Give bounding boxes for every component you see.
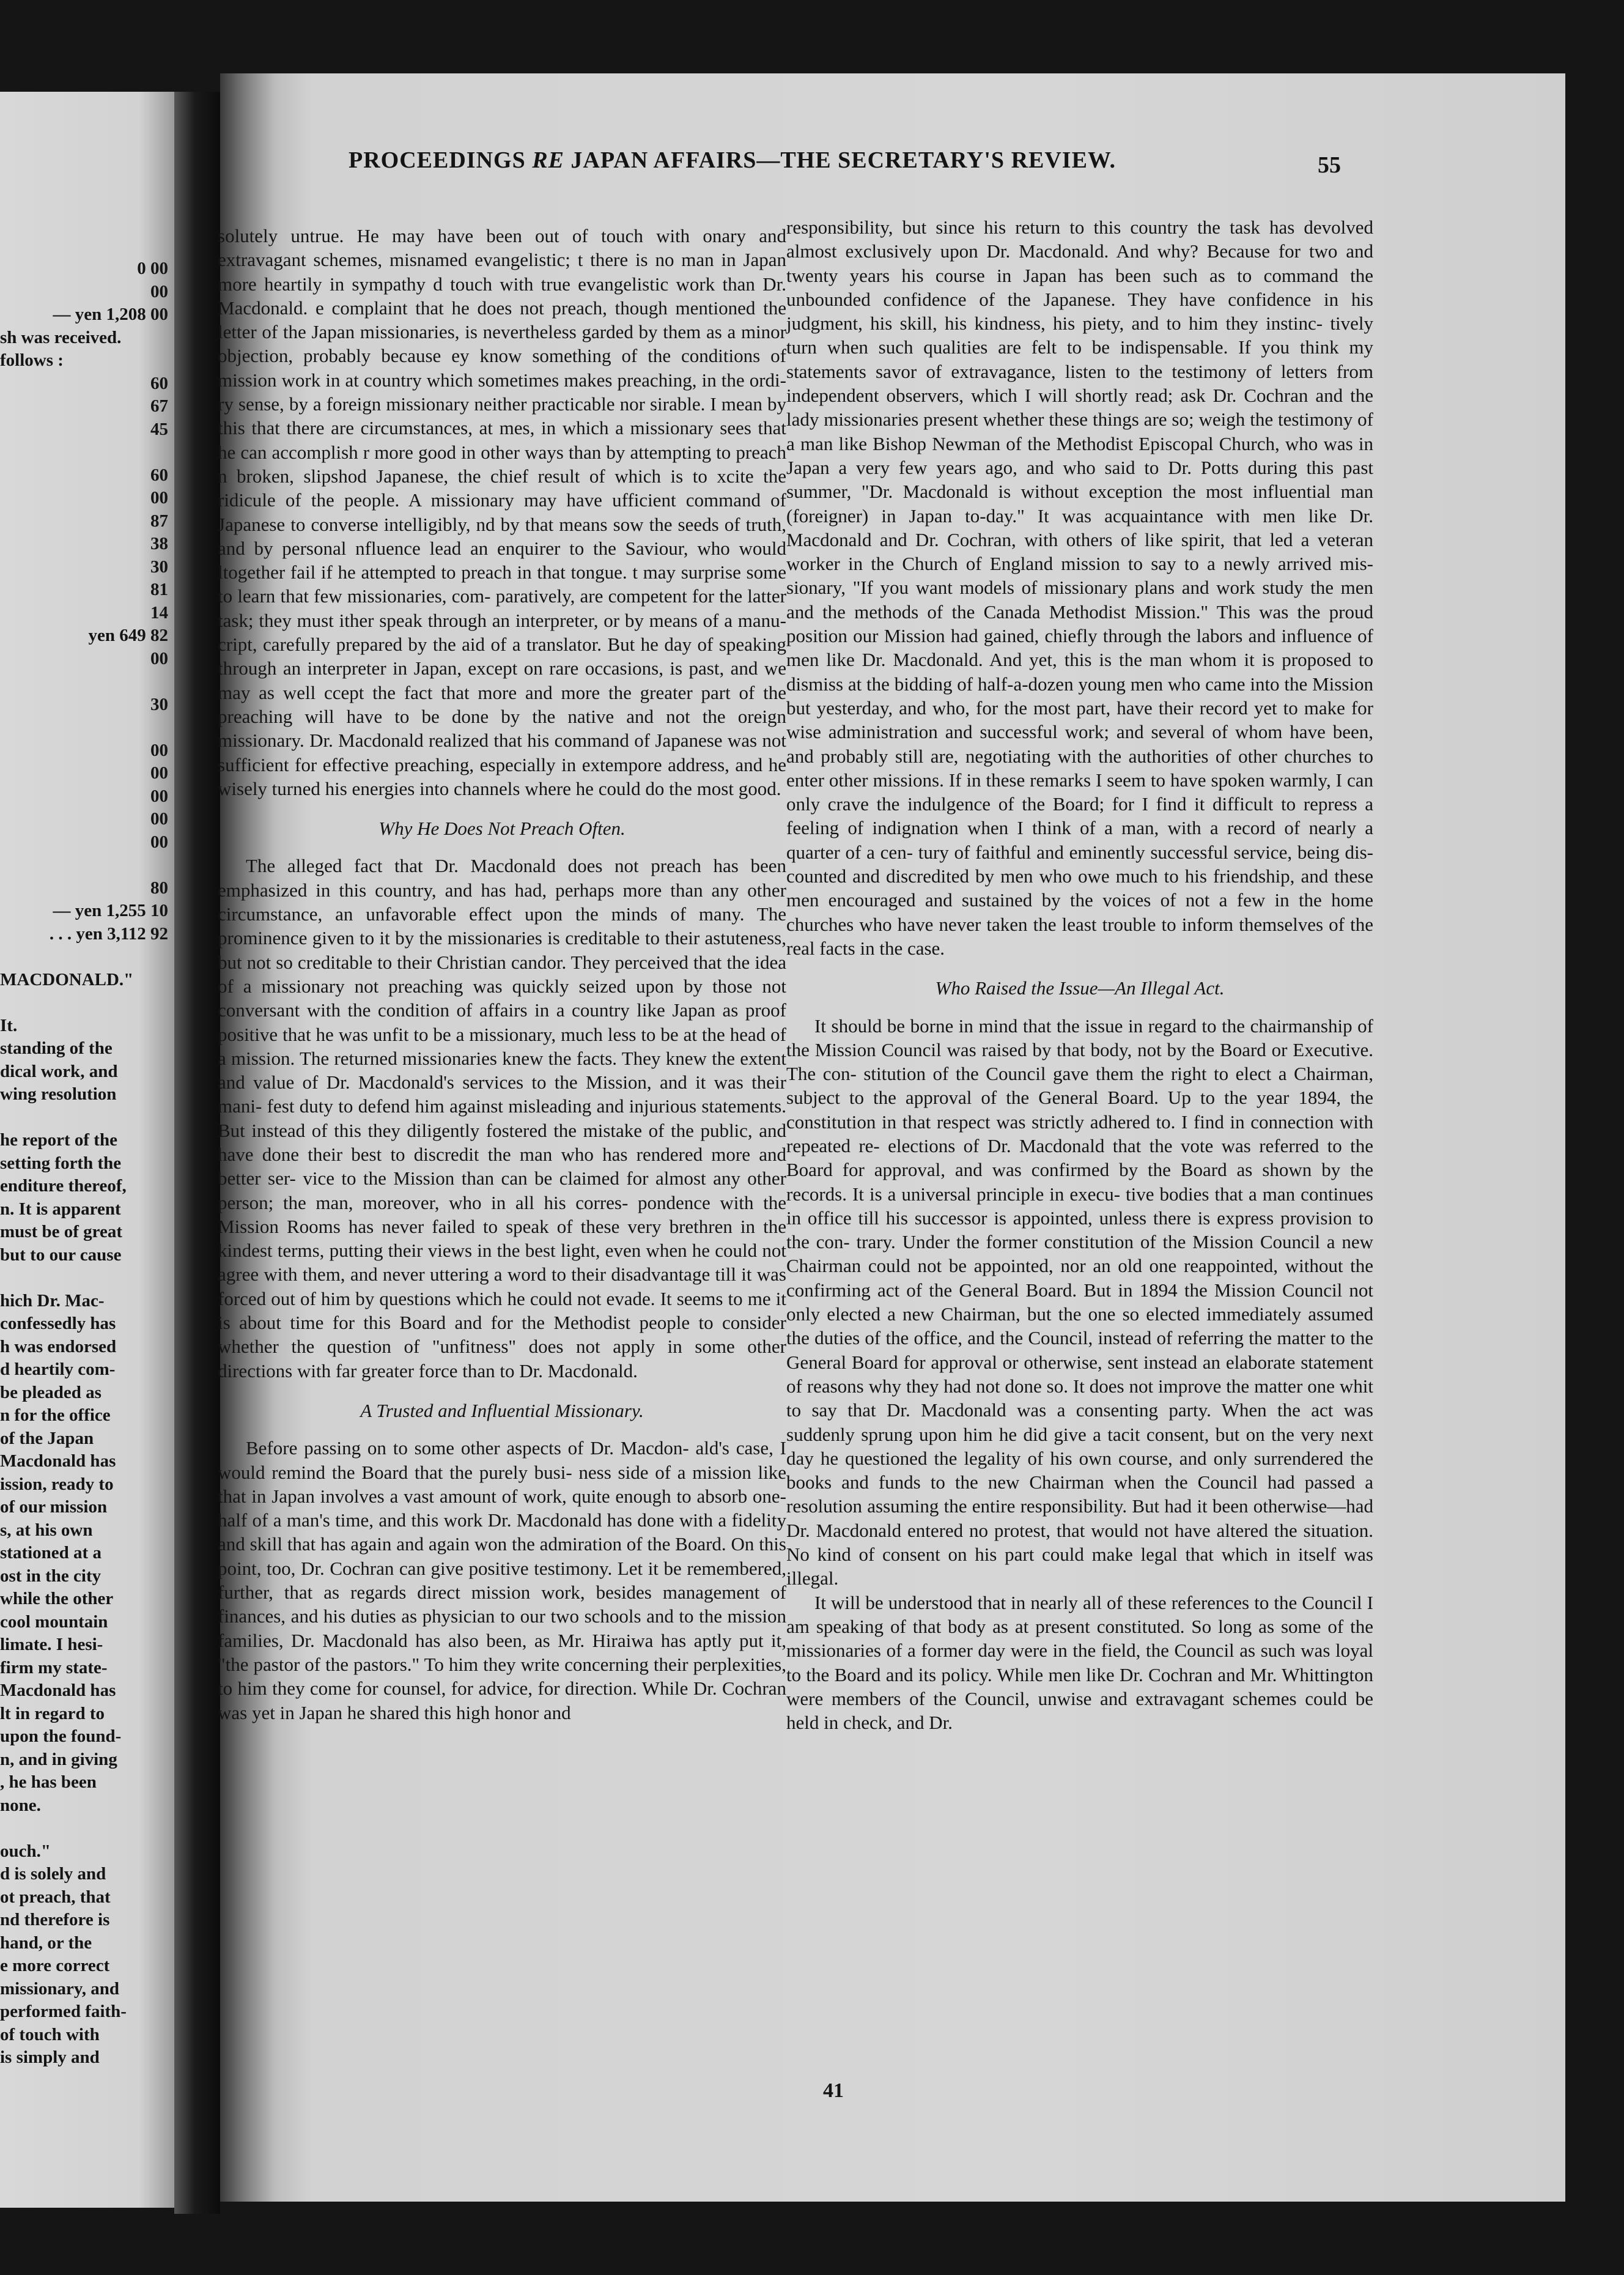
- right-column: [786, 215, 1373, 1734]
- facing-page-line: follows :: [0, 350, 64, 370]
- facing-page-line: 67: [150, 396, 168, 416]
- facing-page-line: standing of the: [0, 1038, 113, 1058]
- facing-page-line: ot preach, that: [0, 1887, 111, 1907]
- facing-page-line: n. It is apparent: [0, 1199, 121, 1219]
- facing-page-line: limate. I hesi-: [0, 1635, 103, 1654]
- section-heading: Who Raised the Issue—An Illegal Act.: [935, 977, 1225, 999]
- paragraph: solutely untrue. He may have been out of touch with onary and extravagant schemes, misnamed evangelistic; t there is no man in Japan more heartily in sympathy d touch with true evangelistic work than Dr. Macdonald. e complaint that he does not preach, though mentioned the letter of the Japan missionaries, is nevertheless garded by them as a minor objection, probably because ey know something of the conditions of mission work in at country which sometimes makes preaching, in the ordi- ry sense, by a foreign missionary neither practicable nor sirable. I mean by this that there are circumstances, at mes, in which a missionary sees that he can accomplish r more good in other ways than by attempting to preach n broken, slipshod Japanese, the chief result of which is to xcite the ridicule of the people. A missionary may have ufficient command of Japanese to converse intelligibly, nd by that means sow the seeds of truth, and by personal nfluence lead an enquirer to the Saviour, who would ltogether fail if he attempted to preach in that tongue. t may surprise some to learn that few missionaries, com- paratively, are competent for the latter task; they must ither speak through an interpreter, or by means of a manu- cript, carefully prepared by the aid of a translator. But he day of speaking through an interpreter in Japan, except on rare occasions, is past, and we may as well ccept the fact that more and more the greater part of the preaching will have to be done by the native and not the oreign missionary. Dr. Macdonald realized that his command of Japanese was not sufficient for effective preaching, especially in extempore address, and he wisely turned his energies into channels where he could do the most good.: [218, 225, 786, 799]
- paragraph: Before passing on to some other aspects of Dr. Macdon- ald's case, I would remind the Board that the purely busi- ness side of a mission like that in Japan involves a vast amount of work, quite enough to absorb one-half of a man's time, and this work Dr. Macdonald has done with a fidelity and skill that has again and again won the admiration of the Board. On this point, too, Dr. Cochran can give positive testimony. Let it be remembered, further, that as regards direct mission work, besides management of finances, and his duties as physician to our two schools and to the mission families, Dr. Macdonald has also been, as Mr. Hiraiwa has aptly put it, "the pastor of the pastors." To him they write concerning their perplexities, to him they come for counsel, for advice, for direction. While Dr. Cochran was yet in Japan he shared this high honor and: [218, 1437, 786, 1723]
- facing-page-line: 14: [150, 602, 168, 623]
- facing-page-line: sh was received.: [0, 327, 122, 347]
- facing-page-line: lt in regard to: [0, 1703, 105, 1723]
- footer-page-number: 41: [823, 2079, 844, 2102]
- facing-page-line: ission, ready to: [0, 1474, 114, 1494]
- facing-page-line: of the Japan: [0, 1428, 94, 1448]
- facing-page-line: 00: [150, 281, 168, 301]
- facing-page-line: is simply and: [0, 2048, 100, 2067]
- facing-page-line: 00: [150, 488, 168, 508]
- facing-page-line: 00: [150, 740, 168, 760]
- header-title-part1: PROCEEDINGS: [349, 147, 526, 173]
- facing-page-line: while the other: [0, 1589, 114, 1608]
- facing-page-line: MACDONALD.": [0, 969, 134, 990]
- facing-page-line: d is solely and: [0, 1864, 106, 1884]
- header-title-part2: JAPAN AFFAIRS—THE SECRETARY'S REVIEW.: [570, 147, 1116, 173]
- facing-page-line: , he has been: [0, 1772, 97, 1792]
- facing-page-line: ost in the city: [0, 1566, 102, 1586]
- facing-page-line: h was endorsed: [0, 1336, 117, 1356]
- paragraph: It will be understood that in nearly all of these references to the Council I am speaking of that body as at present constituted. So long as some of the missionaries of a former day were in the field, the Council as such was loyal to the Board and its policy. While men like Dr. Cochran and Mr. Whittington were members of the Council, unwise and extravagant schemes could be held in check, and Dr.: [786, 1591, 1373, 1734]
- facing-page-line: Macdonald has: [0, 1451, 116, 1471]
- facing-page-line: 00: [150, 809, 168, 829]
- paragraph: It should be borne in mind that the issue in regard to the chairmanship of the Mission Council was raised by that body, not by the Board or Executive. The con- stitution of the Council gave them the right to elect a Chairman, subject to the approval of the General Board. Up to the year 1894, the constitution in that respect was strictly adhered to. I find in connection with repeated re- elections of Dr. Macdonald that the vote was referred to the Board for approval, and was confirmed by the Board as shown by the records. It is a universal principle in execu- tive bodies that a man continues in office till his successor is appointed, unless there is express provision to the con- trary. Under the former constitution of the Mission Council a new Chairman could not be appointed, nor an old one reappointed, without the confirming act of the General Board. But in 1894 the Mission Council not only elected a new Chairman, but the one so elected immediately assumed the duties of the office, and the Council, instead of referring the matter to the General Board for approval or otherwise, sent instead an elaborate statement of reasons why they had not done so. It does not improve the matter one whit to say that Dr. Macdonald was a consenting party. When the act was suddenly sprung upon him he did give a tacit consent, but on the very next day he questioned the legality of his own course, and only surrendered the books and funds to the new Chairman when the Council had passed a resolution assuming the entire responsibility. But had it been otherwise—had Dr. Macdonald entered no protest, that would not have altered the situation. No kind of consent on his part could make legal that which in itself was illegal.: [786, 1015, 1373, 1589]
- facing-page-line: 30: [150, 694, 168, 714]
- facing-page-line: yen 649 82: [88, 626, 168, 645]
- facing-page-fragment: [0, 92, 174, 2208]
- facing-page-line: setting forth the: [0, 1153, 122, 1173]
- facing-page-line: 00: [150, 786, 168, 806]
- facing-page-line: cool mountain: [0, 1611, 108, 1632]
- facing-page-line: missionary, and: [0, 1978, 119, 1999]
- facing-page-line: 38: [150, 534, 168, 553]
- facing-page-line: of touch with: [0, 2024, 100, 2044]
- facing-page-line: 30: [150, 557, 168, 577]
- book-gutter: [174, 92, 220, 2214]
- paragraph: The alleged fact that Dr. Macdonald does not preach has been emphasized in this country, and has had, perhaps more than any other circumstance, an unfavorable effect upon the minds of many. The prominence given to it by the missionaries is creditable to their astuteness, but not so creditable to their Christian candor. They perceived that the idea of a missionary not preaching was quickly seized upon by those not conversant with the condition of affairs in a country like Japan as proof positive that he was unfit to be a missionary, much less to be at the head of a mission. The returned missionaries knew the facts. They knew the extent and value of Dr. Macdonald's services to the Mission, and it was their mani- fest duty to defend him against misleading and injurious statements. But instead of this they diligently fostered the mistake of the public, and have done their best to discredit the man who has rendered more and better ser- vice to the Mission than can be claimed for almost any other person; the man, moreover, who in all his corres- pondence with the Mission Rooms has never failed to speak of these very brethren in the kindest terms, putting their views in the best light, even when he could not agree with them, and never uttering a word to their disadvantage till it was forced out of him by questions which he could not evade. It seems to me it is about time for this Board and for the Methodist people to consider whether the question of "unfitness" does not apply in some other directions with far greater force than to Dr. Macdonald.: [218, 855, 786, 1382]
- facing-page-line: — yen 1,208 00: [53, 305, 168, 324]
- facing-page-line: nd therefore is: [0, 1910, 110, 1929]
- facing-page-line: but to our cause: [0, 1245, 122, 1265]
- facing-page-line: 81: [150, 580, 168, 599]
- facing-page-line: he report of the: [0, 1130, 117, 1150]
- facing-page-line: wing resolution: [0, 1084, 117, 1104]
- facing-page-line: e more correct: [0, 1956, 110, 1975]
- facing-page-line: none.: [0, 1795, 41, 1815]
- running-header: [349, 147, 1205, 174]
- facing-page-line: be pleaded as: [0, 1382, 102, 1402]
- facing-page-line: n for the office: [0, 1405, 111, 1425]
- paragraph: responsibility, but since his return to this country the task has devolved almost exclusively upon Dr. Macdonald. And why? Because for two and twenty years his course in Japan has been such as to command the unbounded confidence of the Japanese. They have confidence in his judgment, his skill, his kindness, his piety, and to him they instinc- tively turn when such qualities are felt to be indispensable. If you think my statements savor of extravagance, listen to the testimony of letters from independent observers, which I will shortly read; ask Dr. Cochran and the lady missionaries present whether these things are so; weigh the testimony of a man like Bishop Newman of the Methodist Episcopal Church, who was in Japan a very few years ago, and who said to Dr. Potts during this past summer, "Dr. Macdonald is without exception the most influential man (foreigner) in Japan to-day." It was acquaintance with men like Dr. Macdonald and Dr. Cochran, with others of like spirit, that led a veteran worker in the Church of England mission to say to a newly arrived mis- sionary, "If you want models of missionary plans and work study the men and the methods of the Canada Methodist Mission." This was the proud position our Mission had gained, chiefly through the labors and influence of men like Dr. Macdonald. And yet, this is the man whom it is proposed to dismiss at the bidding of half-a-dozen young men who came into the Mission but yesterday, and who, for the most part, have their record yet to make for wise administration and successful work; and several of whom have been, and probably still are, negotiating with the authorities of other churches to enter other missions. If in these remarks I seem to have spoken warmly, I can only crave the indulgence of the Board; for I find it difficult to repress a feeling of indignation when I think of a man, with a record of nearly a quarter of a cen- tury of faithful and eminently successful service, being dis- counted and discredited by men who owe much to his friendship, and these men encouraged and sustained by the voices of not a few in the home churches who have never taken the least trouble to inform themselves of the real facts in the case.: [786, 216, 1373, 959]
- page-number: 55: [1318, 152, 1341, 178]
- facing-page-line: performed faith-: [0, 2002, 127, 2021]
- facing-page-line: firm my state-: [0, 1657, 108, 1678]
- facing-page-line: confessedly has: [0, 1314, 116, 1333]
- facing-page-line: d heartily com-: [0, 1359, 116, 1379]
- section-heading: A Trusted and Influential Missionary.: [360, 1399, 644, 1421]
- facing-page-line: 00: [150, 648, 168, 668]
- facing-page-line: 60: [150, 373, 168, 393]
- facing-page-line: n, and in giving: [0, 1749, 117, 1769]
- facing-page-line: hand, or the: [0, 1933, 92, 1953]
- facing-page-line: enditure thereof,: [0, 1176, 127, 1196]
- facing-page-line: upon the found-: [0, 1726, 122, 1746]
- facing-page-line: 87: [150, 511, 168, 531]
- facing-page-line: must be of great: [0, 1222, 123, 1241]
- header-title-re: RE: [532, 147, 564, 173]
- facing-page-line: 80: [150, 878, 168, 898]
- facing-page-line: ouch.": [0, 1841, 51, 1861]
- facing-page-line: . . . yen 3,112 92: [49, 923, 168, 944]
- facing-page-line: dical work, and: [0, 1061, 118, 1081]
- facing-page-line: 00: [150, 763, 168, 783]
- facing-page-line: 00: [150, 832, 168, 852]
- section-heading: Why He Does Not Preach Often.: [378, 818, 626, 840]
- facing-page-line: stationed at a: [0, 1543, 102, 1563]
- facing-page-line: 45: [150, 419, 168, 439]
- facing-page-line: 60: [150, 465, 168, 485]
- facing-page-line: It.: [0, 1015, 18, 1035]
- facing-page-line: s, at his own: [0, 1520, 93, 1540]
- facing-page-line: hich Dr. Mac-: [0, 1290, 105, 1311]
- facing-page-line: of our mission: [0, 1497, 108, 1517]
- facing-page-line: 0 00: [137, 259, 168, 278]
- facing-page-line: Macdonald has: [0, 1681, 116, 1700]
- left-column: [218, 224, 786, 1725]
- facing-page-line: — yen 1,255 10: [53, 901, 168, 920]
